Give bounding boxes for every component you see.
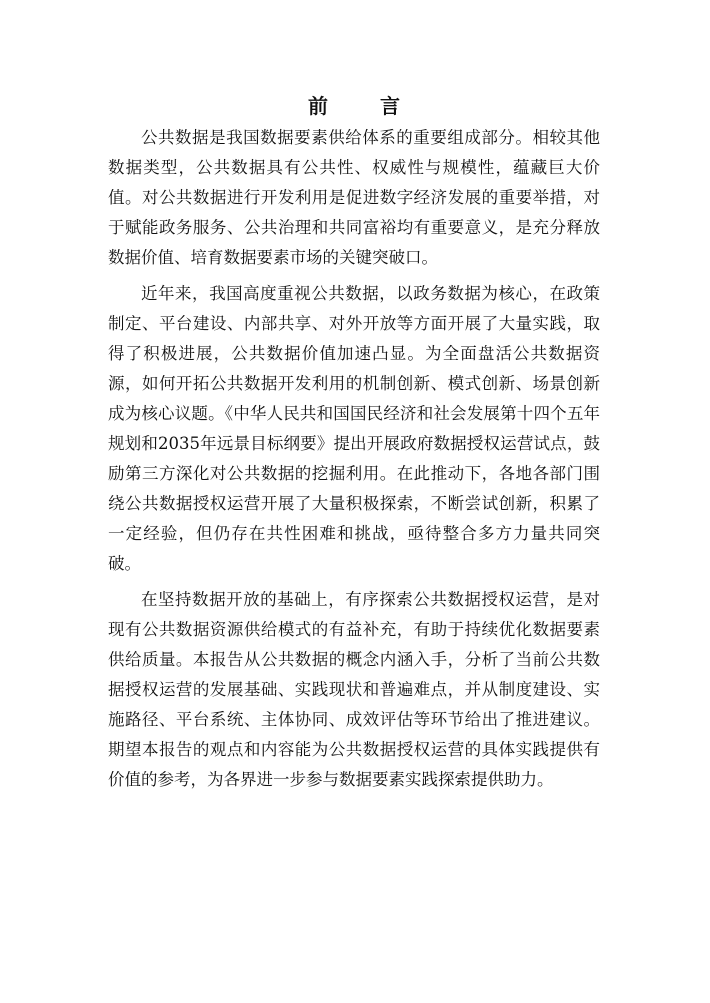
- paragraph-3: 在坚持数据开放的基础上，有序探索公共数据授权运营，是对现有公共数据资源供给模式的有益补充，有助于持续优化数据要素供给质量。本报告从公共数据的概念内涵入手，分析了当前公共数据授权运营的发展基础、实践现状和普遍难点，并从制度建设、实施路径、平台系统、主体协同、成效评估等环节给出了推进建议。期望本报告的观点和内容能为公共数据授权运营的具体实践提供有价值的参考，为各界进一步参与数据要素实践探索提供助力。: [108, 590, 600, 789]
- paragraph-2: 近年来，我国高度重视公共数据，以政务数据为核心，在政策制定、平台建设、内部共享、对外开放等方面开展了大量实践，取得了积极进展，公共数据价值加速凸显。为全面盘活公共数据资源，如何开拓公共数据开发利用的机制创新、模式创新、场景创新成为核心议题。《中华人民共和国国民经济和社会发展第十四个五年规划和2035年远景目标纲要》提出开展政府数据授权运营试点，鼓励第三方深化对公共数据的挖掘利用。在此推动下，各地各部门围绕公共数据授权运营开展了大量积极探索，不断尝试创新，积累了一定经验，但仍存在共性困难和挑战，亟待整合多方力量共同突破。: [108, 284, 600, 573]
- document-body: [108, 123, 600, 795]
- page-title: 前 言: [308, 94, 416, 118]
- paragraph-1: 公共数据是我国数据要素供给体系的重要组成部分。相较其他数据类型，公共数据具有公共性、权威性与规模性，蕴藏巨大价值。对公共数据进行开发利用是促进数字经济发展的重要举措，对于赋能政务服务、公共治理和共同富裕均有重要意义，是充分释放数据价值、培育数据要素市场的关键突破口。: [108, 128, 600, 267]
